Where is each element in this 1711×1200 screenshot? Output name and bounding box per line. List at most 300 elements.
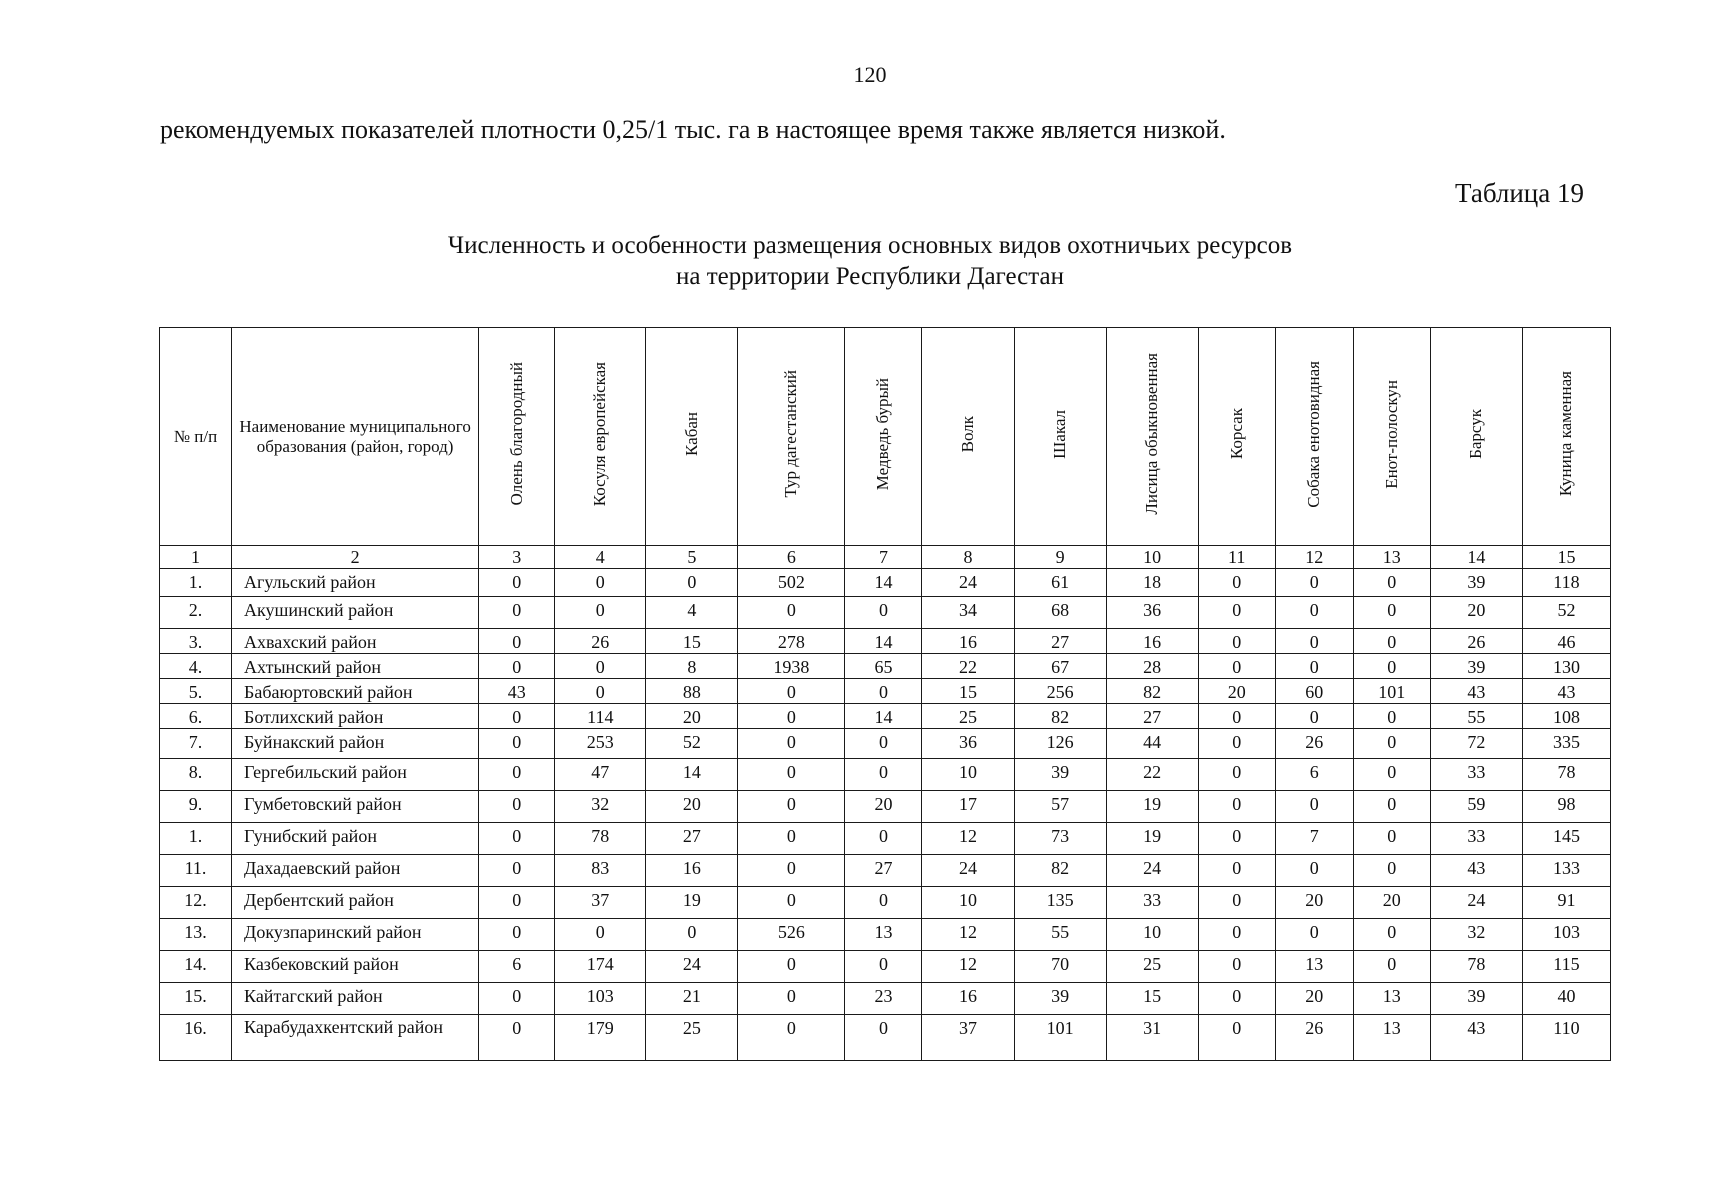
count-cell: 59 xyxy=(1430,791,1522,823)
header-species xyxy=(1353,328,1430,546)
count-cell: 20 xyxy=(1198,679,1275,704)
count-cell: 0 xyxy=(845,823,922,855)
count-cell: 20 xyxy=(1275,983,1353,1015)
column-number: 15 xyxy=(1522,546,1610,569)
count-cell: 0 xyxy=(738,729,845,759)
table-row xyxy=(160,569,1611,597)
count-cell: 118 xyxy=(1522,569,1610,597)
count-cell: 0 xyxy=(555,597,646,629)
header-species xyxy=(1014,328,1106,546)
count-cell: 0 xyxy=(479,704,555,729)
count-cell: 14 xyxy=(646,759,738,791)
row-number-cell: 7. xyxy=(160,729,232,759)
count-cell: 16 xyxy=(646,855,738,887)
count-cell: 0 xyxy=(1198,791,1275,823)
count-cell: 0 xyxy=(1353,855,1430,887)
header-number xyxy=(160,328,232,546)
count-cell: 72 xyxy=(1430,729,1522,759)
row-number-cell: 12. xyxy=(160,887,232,919)
count-cell: 32 xyxy=(1430,919,1522,951)
count-cell: 24 xyxy=(1106,855,1198,887)
header-species xyxy=(555,328,646,546)
count-cell: 10 xyxy=(922,887,1014,919)
header-species xyxy=(845,328,922,546)
count-cell: 0 xyxy=(738,704,845,729)
count-cell: 0 xyxy=(479,597,555,629)
count-cell: 115 xyxy=(1522,951,1610,983)
row-number-cell: 13. xyxy=(160,919,232,951)
count-cell: 18 xyxy=(1106,569,1198,597)
count-cell: 13 xyxy=(1353,1015,1430,1061)
count-cell: 78 xyxy=(555,823,646,855)
count-cell: 0 xyxy=(1198,1015,1275,1061)
column-number: 12 xyxy=(1275,546,1353,569)
row-number-cell: 3. xyxy=(160,629,232,654)
count-cell: 7 xyxy=(1275,823,1353,855)
municipality-name-cell: Докузпаринский район xyxy=(232,919,479,951)
hunting-resources-table xyxy=(159,327,1611,1061)
column-number: 11 xyxy=(1198,546,1275,569)
table-row xyxy=(160,791,1611,823)
count-cell: 0 xyxy=(1198,597,1275,629)
row-number-cell: 1. xyxy=(160,569,232,597)
count-cell: 55 xyxy=(1014,919,1106,951)
header-municipality-label: Наименование муниципального образования (район, город) xyxy=(239,416,471,456)
count-cell: 0 xyxy=(738,951,845,983)
count-cell: 135 xyxy=(1014,887,1106,919)
table-header-row xyxy=(160,328,1611,546)
count-cell: 0 xyxy=(479,654,555,679)
header-species-label: Олень благородный xyxy=(506,362,526,506)
municipality-name-cell: Гергебильский район xyxy=(232,759,479,791)
count-cell: 23 xyxy=(845,983,922,1015)
count-cell: 36 xyxy=(1106,597,1198,629)
column-number: 1 xyxy=(160,546,232,569)
count-cell: 0 xyxy=(1198,887,1275,919)
count-cell: 0 xyxy=(738,759,845,791)
count-cell: 15 xyxy=(1106,983,1198,1015)
count-cell: 0 xyxy=(1275,654,1353,679)
count-cell: 0 xyxy=(1275,569,1353,597)
header-species xyxy=(1430,328,1522,546)
table-title xyxy=(0,230,1711,292)
row-number-cell: 11. xyxy=(160,855,232,887)
municipality-name-cell: Ахтынский район xyxy=(232,654,479,679)
count-cell: 12 xyxy=(922,823,1014,855)
header-species xyxy=(646,328,738,546)
count-cell: 13 xyxy=(1275,951,1353,983)
count-cell: 0 xyxy=(1275,791,1353,823)
header-species-label: Лисица обыкновенная xyxy=(1142,353,1162,515)
column-number: 2 xyxy=(232,546,479,569)
count-cell: 10 xyxy=(1106,919,1198,951)
header-species xyxy=(922,328,1014,546)
table-row xyxy=(160,823,1611,855)
municipality-name-cell: Бабаюртовский район xyxy=(232,679,479,704)
count-cell: 0 xyxy=(1198,569,1275,597)
count-cell: 278 xyxy=(738,629,845,654)
count-cell: 0 xyxy=(479,791,555,823)
count-cell: 15 xyxy=(646,629,738,654)
page-number: 120 xyxy=(853,62,887,87)
count-cell: 0 xyxy=(479,1015,555,1061)
municipality-name-cell: Карабудахкентский район xyxy=(232,1015,479,1061)
count-cell: 0 xyxy=(738,791,845,823)
row-number-cell: 5. xyxy=(160,679,232,704)
column-number: 13 xyxy=(1353,546,1430,569)
count-cell: 101 xyxy=(1014,1015,1106,1061)
table-row xyxy=(160,919,1611,951)
municipality-name-cell: Агульский район xyxy=(232,569,479,597)
count-cell: 20 xyxy=(646,791,738,823)
count-cell: 82 xyxy=(1106,679,1198,704)
column-number: 8 xyxy=(922,546,1014,569)
table-label: Таблица 19 xyxy=(1455,178,1584,208)
municipality-name-cell: Казбековский район xyxy=(232,951,479,983)
count-cell: 20 xyxy=(1353,887,1430,919)
row-number-cell: 6. xyxy=(160,704,232,729)
header-species-label: Енот-полоскун xyxy=(1381,379,1401,489)
count-cell: 6 xyxy=(479,951,555,983)
count-cell: 0 xyxy=(1275,597,1353,629)
header-species xyxy=(738,328,845,546)
count-cell: 24 xyxy=(646,951,738,983)
count-cell: 0 xyxy=(646,919,738,951)
count-cell: 0 xyxy=(479,629,555,654)
count-cell: 37 xyxy=(555,887,646,919)
count-cell: 0 xyxy=(555,679,646,704)
count-cell: 0 xyxy=(1353,597,1430,629)
count-cell: 0 xyxy=(1275,855,1353,887)
count-cell: 174 xyxy=(555,951,646,983)
count-cell: 4 xyxy=(646,597,738,629)
column-number: 10 xyxy=(1106,546,1198,569)
count-cell: 0 xyxy=(1275,704,1353,729)
row-number-cell: 9. xyxy=(160,791,232,823)
count-cell: 15 xyxy=(922,679,1014,704)
municipality-name-cell: Дербентский район xyxy=(232,887,479,919)
count-cell: 0 xyxy=(479,919,555,951)
count-cell: 24 xyxy=(922,569,1014,597)
count-cell: 0 xyxy=(1353,791,1430,823)
count-cell: 22 xyxy=(922,654,1014,679)
municipality-name-cell: Ботлихский район xyxy=(232,704,479,729)
count-cell: 55 xyxy=(1430,704,1522,729)
count-cell: 37 xyxy=(922,1015,1014,1061)
count-cell: 0 xyxy=(845,679,922,704)
table-title-line-2: на территории Республики Дагестан xyxy=(676,263,1064,290)
table-row xyxy=(160,597,1611,629)
row-number-cell: 16. xyxy=(160,1015,232,1061)
header-species-label: Корсак xyxy=(1226,408,1246,460)
count-cell: 47 xyxy=(555,759,646,791)
count-cell: 12 xyxy=(922,919,1014,951)
count-cell: 0 xyxy=(479,759,555,791)
count-cell: 0 xyxy=(1353,759,1430,791)
count-cell: 26 xyxy=(1275,1015,1353,1061)
header-species xyxy=(1198,328,1275,546)
count-cell: 0 xyxy=(738,855,845,887)
count-cell: 33 xyxy=(1430,759,1522,791)
count-cell: 179 xyxy=(555,1015,646,1061)
intro-text: рекомендуемых показателей плотности 0,25/1 тыс. га в настоящее время также является низкой. xyxy=(160,115,1226,144)
count-cell: 16 xyxy=(922,983,1014,1015)
count-cell: 52 xyxy=(646,729,738,759)
count-cell: 0 xyxy=(1353,951,1430,983)
count-cell: 65 xyxy=(845,654,922,679)
count-cell: 57 xyxy=(1014,791,1106,823)
count-cell: 17 xyxy=(922,791,1014,823)
count-cell: 108 xyxy=(1522,704,1610,729)
count-cell: 43 xyxy=(1430,1015,1522,1061)
count-cell: 70 xyxy=(1014,951,1106,983)
count-cell: 24 xyxy=(922,855,1014,887)
header-species xyxy=(1275,328,1353,546)
count-cell: 101 xyxy=(1353,679,1430,704)
column-number-row xyxy=(160,546,1611,569)
count-cell: 0 xyxy=(479,823,555,855)
count-cell: 13 xyxy=(845,919,922,951)
count-cell: 60 xyxy=(1275,679,1353,704)
count-cell: 0 xyxy=(738,597,845,629)
count-cell: 130 xyxy=(1522,654,1610,679)
table-row xyxy=(160,887,1611,919)
count-cell: 73 xyxy=(1014,823,1106,855)
count-cell: 0 xyxy=(845,759,922,791)
count-cell: 0 xyxy=(479,855,555,887)
count-cell: 20 xyxy=(1275,887,1353,919)
municipality-name-cell: Гунибский район xyxy=(232,823,479,855)
count-cell: 0 xyxy=(1198,983,1275,1015)
count-cell: 0 xyxy=(1353,704,1430,729)
count-cell: 24 xyxy=(1430,887,1522,919)
count-cell: 0 xyxy=(555,569,646,597)
table-row xyxy=(160,679,1611,704)
count-cell: 126 xyxy=(1014,729,1106,759)
count-cell: 0 xyxy=(738,887,845,919)
count-cell: 33 xyxy=(1106,887,1198,919)
count-cell: 67 xyxy=(1014,654,1106,679)
header-species-label: Собака енотовидная xyxy=(1304,360,1324,508)
count-cell: 26 xyxy=(555,629,646,654)
header-species-label: Кабан xyxy=(681,412,701,456)
count-cell: 68 xyxy=(1014,597,1106,629)
count-cell: 27 xyxy=(845,855,922,887)
count-cell: 0 xyxy=(1353,919,1430,951)
count-cell: 39 xyxy=(1430,569,1522,597)
table-row xyxy=(160,729,1611,759)
count-cell: 0 xyxy=(1198,951,1275,983)
count-cell: 16 xyxy=(1106,629,1198,654)
count-cell: 36 xyxy=(922,729,1014,759)
count-cell: 25 xyxy=(1106,951,1198,983)
column-number: 4 xyxy=(555,546,646,569)
column-number: 6 xyxy=(738,546,845,569)
count-cell: 78 xyxy=(1430,951,1522,983)
municipality-name-cell: Буйнакский район xyxy=(232,729,479,759)
municipality-name-cell: Гумбетовский район xyxy=(232,791,479,823)
count-cell: 43 xyxy=(1430,679,1522,704)
count-cell: 0 xyxy=(1353,629,1430,654)
header-species xyxy=(1522,328,1610,546)
count-cell: 43 xyxy=(1522,679,1610,704)
table-body xyxy=(160,569,1611,1061)
count-cell: 32 xyxy=(555,791,646,823)
count-cell: 0 xyxy=(1353,729,1430,759)
count-cell: 27 xyxy=(1106,704,1198,729)
header-species-label: Медведь бурый xyxy=(873,377,893,491)
count-cell: 40 xyxy=(1522,983,1610,1015)
count-cell: 14 xyxy=(845,629,922,654)
municipality-name-cell: Кайтагский район xyxy=(232,983,479,1015)
count-cell: 10 xyxy=(922,759,1014,791)
count-cell: 0 xyxy=(555,919,646,951)
count-cell: 0 xyxy=(555,654,646,679)
count-cell: 44 xyxy=(1106,729,1198,759)
row-number-cell: 15. xyxy=(160,983,232,1015)
table-row xyxy=(160,1015,1611,1061)
column-number: 9 xyxy=(1014,546,1106,569)
count-cell: 82 xyxy=(1014,704,1106,729)
header-species-label: Куница каменная xyxy=(1556,371,1576,497)
count-cell: 52 xyxy=(1522,597,1610,629)
column-number: 7 xyxy=(845,546,922,569)
count-cell: 0 xyxy=(1198,704,1275,729)
count-cell: 21 xyxy=(646,983,738,1015)
count-cell: 0 xyxy=(1198,654,1275,679)
count-cell: 335 xyxy=(1522,729,1610,759)
count-cell: 20 xyxy=(1430,597,1522,629)
count-cell: 0 xyxy=(845,951,922,983)
count-cell: 0 xyxy=(1353,569,1430,597)
row-number-cell: 8. xyxy=(160,759,232,791)
count-cell: 82 xyxy=(1014,855,1106,887)
count-cell: 39 xyxy=(1430,983,1522,1015)
count-cell: 25 xyxy=(922,704,1014,729)
count-cell: 0 xyxy=(845,729,922,759)
count-cell: 46 xyxy=(1522,629,1610,654)
row-number-cell: 4. xyxy=(160,654,232,679)
count-cell: 39 xyxy=(1014,759,1106,791)
count-cell: 0 xyxy=(1353,823,1430,855)
count-cell: 20 xyxy=(646,704,738,729)
table-row xyxy=(160,759,1611,791)
header-species xyxy=(1106,328,1198,546)
count-cell: 16 xyxy=(922,629,1014,654)
count-cell: 33 xyxy=(1430,823,1522,855)
count-cell: 22 xyxy=(1106,759,1198,791)
count-cell: 19 xyxy=(646,887,738,919)
table-row xyxy=(160,629,1611,654)
count-cell: 28 xyxy=(1106,654,1198,679)
count-cell: 0 xyxy=(845,887,922,919)
header-species xyxy=(479,328,555,546)
count-cell: 0 xyxy=(1353,654,1430,679)
count-cell: 0 xyxy=(1198,919,1275,951)
count-cell: 0 xyxy=(1198,823,1275,855)
count-cell: 78 xyxy=(1522,759,1610,791)
count-cell: 0 xyxy=(738,983,845,1015)
count-cell: 98 xyxy=(1522,791,1610,823)
count-cell: 88 xyxy=(646,679,738,704)
row-number-cell: 2. xyxy=(160,597,232,629)
count-cell: 13 xyxy=(1353,983,1430,1015)
count-cell: 25 xyxy=(646,1015,738,1061)
count-cell: 0 xyxy=(1198,729,1275,759)
column-number: 3 xyxy=(479,546,555,569)
row-number-cell: 14. xyxy=(160,951,232,983)
count-cell: 83 xyxy=(555,855,646,887)
count-cell: 0 xyxy=(738,679,845,704)
municipality-name-cell: Акушинский район xyxy=(232,597,479,629)
count-cell: 43 xyxy=(479,679,555,704)
count-cell: 31 xyxy=(1106,1015,1198,1061)
count-cell: 526 xyxy=(738,919,845,951)
count-cell: 43 xyxy=(1430,855,1522,887)
header-species-label: Тур дагестанский xyxy=(781,370,801,498)
count-cell: 26 xyxy=(1275,729,1353,759)
column-number: 14 xyxy=(1430,546,1522,569)
count-cell: 133 xyxy=(1522,855,1610,887)
count-cell: 110 xyxy=(1522,1015,1610,1061)
count-cell: 0 xyxy=(738,1015,845,1061)
count-cell: 14 xyxy=(845,704,922,729)
count-cell: 14 xyxy=(845,569,922,597)
table-title-line-1: Численность и особенности размещения основных видов охотничьих ресурсов xyxy=(447,232,1293,259)
table-row xyxy=(160,951,1611,983)
count-cell: 0 xyxy=(479,729,555,759)
count-cell: 91 xyxy=(1522,887,1610,919)
count-cell: 103 xyxy=(1522,919,1610,951)
count-cell: 256 xyxy=(1014,679,1106,704)
count-cell: 502 xyxy=(738,569,845,597)
count-cell: 253 xyxy=(555,729,646,759)
count-cell: 0 xyxy=(1198,629,1275,654)
count-cell: 27 xyxy=(646,823,738,855)
header-species-label: Волк xyxy=(958,415,978,453)
count-cell: 39 xyxy=(1014,983,1106,1015)
count-cell: 103 xyxy=(555,983,646,1015)
header-species-label: Шакал xyxy=(1050,409,1070,459)
count-cell: 0 xyxy=(845,1015,922,1061)
count-cell: 6 xyxy=(1275,759,1353,791)
count-cell: 0 xyxy=(479,983,555,1015)
header-species-label: Косуля европейская xyxy=(590,361,610,507)
count-cell: 19 xyxy=(1106,823,1198,855)
count-cell: 20 xyxy=(845,791,922,823)
table-row xyxy=(160,704,1611,729)
count-cell: 0 xyxy=(1198,855,1275,887)
count-cell: 0 xyxy=(845,597,922,629)
count-cell: 145 xyxy=(1522,823,1610,855)
count-cell: 0 xyxy=(1275,919,1353,951)
count-cell: 61 xyxy=(1014,569,1106,597)
count-cell: 34 xyxy=(922,597,1014,629)
count-cell: 12 xyxy=(922,951,1014,983)
municipality-name-cell: Дахадаевский район xyxy=(232,855,479,887)
count-cell: 19 xyxy=(1106,791,1198,823)
table-row xyxy=(160,983,1611,1015)
count-cell: 114 xyxy=(555,704,646,729)
count-cell: 0 xyxy=(479,569,555,597)
header-number-label: № п/п xyxy=(173,426,218,446)
count-cell: 8 xyxy=(646,654,738,679)
count-cell: 0 xyxy=(646,569,738,597)
row-number-cell: 1. xyxy=(160,823,232,855)
count-cell: 26 xyxy=(1430,629,1522,654)
table-row xyxy=(160,855,1611,887)
header-species-label: Барсук xyxy=(1466,409,1486,459)
